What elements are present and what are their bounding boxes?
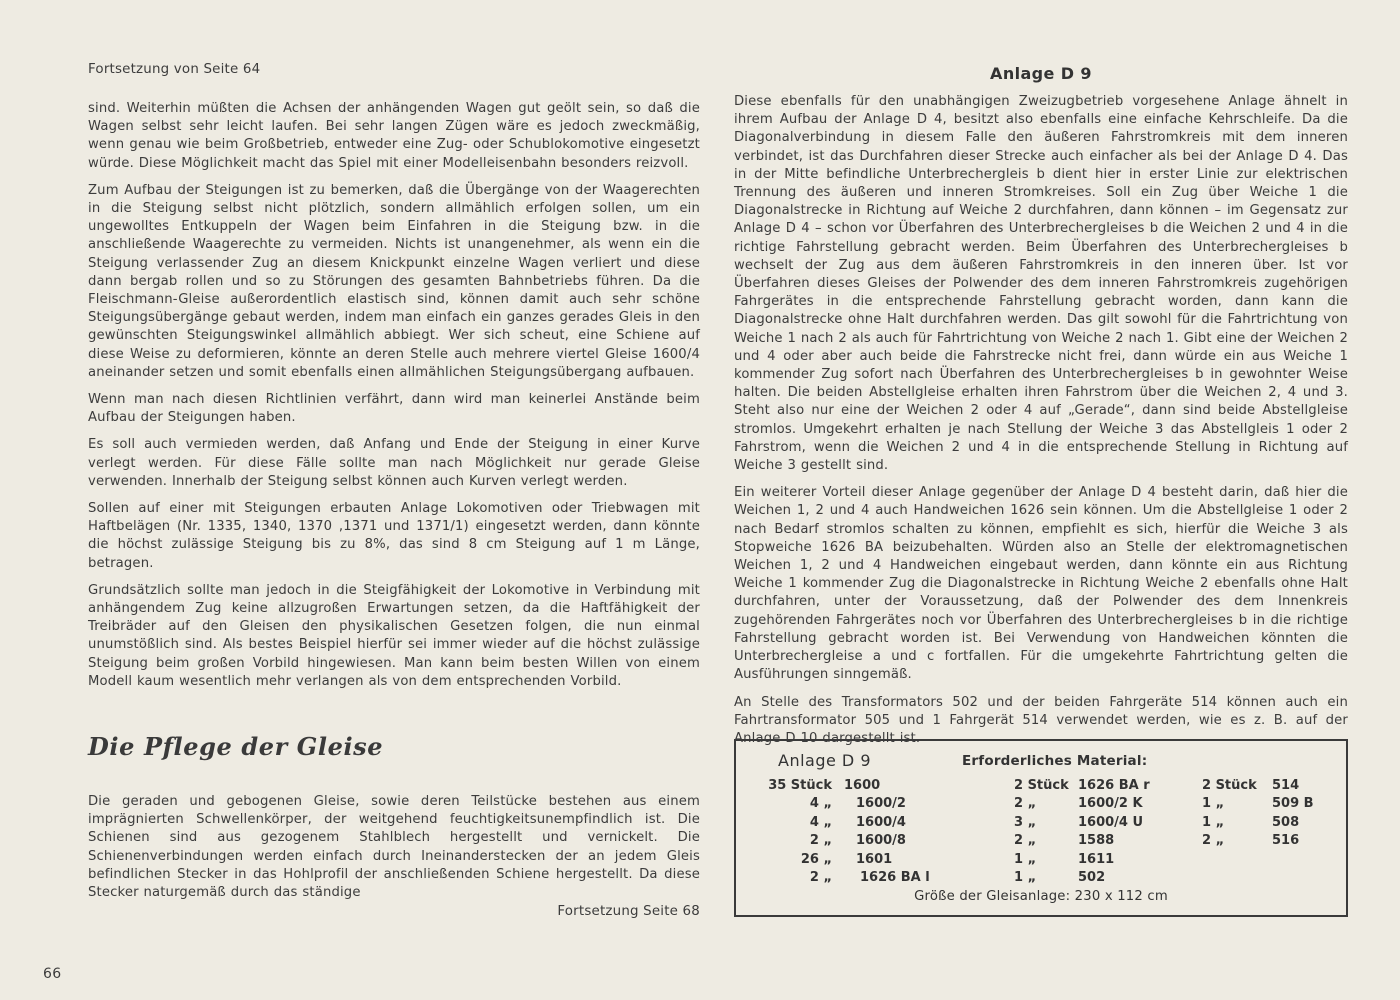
material-part: 1601: [856, 852, 893, 867]
material-part: 508: [1272, 815, 1300, 830]
material-count: 26 „: [800, 852, 832, 867]
section-body: [88, 793, 700, 911]
material-part: 1626 BA l: [860, 870, 930, 885]
material-row: [966, 796, 1186, 814]
material-row: [1186, 815, 1336, 833]
continued-from-note: Fortsetzung von Seite 64: [88, 62, 261, 77]
material-part: 1611: [1078, 852, 1115, 867]
left-paragraph-4: Es soll auch vermieden werden, daß Anfang und Ende der Steigung in einer Kurve verlegt werden. Für diese Fälle sollte man nach Möglichkeit nur gerade Gleise verwenden. Innerhalb der Steigung selbst können auch Kurven verlegt werden.: [88, 437, 700, 489]
layout-title: Anlage D 9: [990, 64, 1092, 83]
material-count: 1 „: [1202, 815, 1225, 830]
material-part: 1600/2: [856, 796, 906, 811]
page-number: 66: [43, 966, 62, 982]
material-row: [1186, 796, 1336, 814]
material-part: 1626 BA r: [1078, 778, 1150, 793]
material-count: 2 „: [809, 833, 832, 848]
right-paragraph-2: Ein weiterer Vorteil dieser Anlage gegenüber der Anlage D 4 besteht darin, daß hier die Weichen 1, 2 und 4 auch Handweichen 1626 sein können. Um die Abstellgleise 1 oder 2 nach Bedarf stromlos schalten zu können, empfiehlt es sich, hierfür die Weiche 3 als Stopweiche 1626 BA beizubehalten. Würden also an Stelle der elektromagnetischen Weichen 1, 2 und 4 Handweichen eingebaut werden, dann könnte ein aus Richtung Weiche 1 kommender Zug die Diagonalstrecke in Richtung Weiche 2 ebenfalls ohne Halt durchfahren, unter der Voraussetzung, daß der Polwender des dem Innenkreis zugehörenden Fahrgerätes noch vor Überfahren des Unterbrechergleises b in die richtige Fahrstellung gebracht worden ist. Bei Verwendung von Handweichen könnten die Unterbrechergleise a und c fortfallen. Für die umgekehrte Fahrtrichtung gelten die Ausführungen sinngemäß.: [734, 485, 1348, 683]
material-row: [736, 815, 936, 833]
material-box-subtitle: Erforderliches Material:: [962, 753, 1148, 769]
material-count: 2 „: [1014, 796, 1037, 811]
material-box-title: Anlage D 9: [778, 751, 872, 770]
material-row: [736, 796, 936, 814]
material-count: 2 Stück: [1202, 778, 1257, 793]
left-paragraph-3: Wenn man nach diesen Richtlinien verfährt, dann wird man keinerlei Anstände beim Aufbau der Steigungen haben.: [88, 392, 700, 426]
material-part: 1600/4: [856, 815, 906, 830]
material-row: [1186, 778, 1336, 796]
material-part: 502: [1078, 870, 1106, 885]
continued-to-note: Fortsetzung Seite 68: [557, 904, 700, 919]
material-part: 514: [1272, 778, 1300, 793]
material-part: 516: [1272, 833, 1300, 848]
material-row: [736, 833, 936, 851]
material-count: 2 „: [1202, 833, 1225, 848]
section-heading: Die Pflege der Gleise: [88, 732, 384, 761]
left-column: [88, 62, 700, 700]
material-count: 1 „: [1014, 870, 1037, 885]
material-count: 3 „: [1014, 815, 1037, 830]
left-paragraph-2: Zum Aufbau der Steigungen ist zu bemerken, daß die Übergänge von der Waagerechten in die Steigung selbst nicht plötzlich, sondern allmählich erfolgen sollen, um ein ungewolltes Entkuppeln der Wagen beim Einfahren in die Steigung bzw. in die anschließende Waagerechte zu vermeiden. Nichts ist unangenehmer, als wenn ein die Steigung verlassender Zug an diesem Knickpunkt einzelne Wagen verliert und diese dann bergab rollen und so zu Störungen des gesamten Bahnbetriebs führen. Da die Fleischmann-Gleise außerordentlich elastisch sind, können damit auch sehr schöne Steigungsübergänge gebaut werden, indem man einfach ein ganzes gerades Gleis in den gewünschten Steigungswinkel allmählich abbiegt. Wer sich scheut, eine Schiene auf diese Weise zu deformieren, könnte an deren Stelle auch mehrere viertel Gleise 1600/4 aneinander setzen und somit ebenfalls einen allmählichen Steigungsübergang aufbauen.: [88, 182, 700, 380]
material-list-box: [734, 739, 1348, 917]
left-paragraph-1: sind. Weiterhin müßten die Achsen der anhängenden Wagen gut geölt sein, so daß die Wagen selbst sehr leicht laufen. Bei sehr langen Zügen wäre es jedoch zweckmäßig, wenn genau wie beim Großbetrieb, entweder eine Zug- oder Schublokomotive eingesetzt würde. Diese Möglichkeit macht das Spiel mit einer Modelleisenbahn besonders reizvoll.: [88, 101, 700, 171]
material-part: 509 B: [1272, 796, 1314, 811]
material-count: 2 Stück: [1014, 778, 1069, 793]
left-paragraph-5: Sollen auf einer mit Steigungen erbauten Anlage Lokomotiven oder Triebwagen mit Haftbelägen (Nr. 1335, 1340, 1370 ,1371 und 1371/1) eingesetzt werden, dann könnte die höchst zulässige Steigung bis zu 8%, das sind 8 cm Steigung auf 1 m Länge, betragen.: [88, 501, 700, 571]
material-row: [966, 815, 1186, 833]
material-count: 1 „: [1014, 852, 1037, 867]
material-part: 1600/4 U: [1078, 815, 1144, 830]
material-part: 1588: [1078, 833, 1115, 848]
track-layout-size: Größe der Gleisanlage: 230 x 112 cm: [914, 889, 1168, 904]
right-paragraph-1: Diese ebenfalls für den unabhängigen Zweizugbetrieb vorgesehene Anlage ähnelt in ihrem Aufbau der Anlage D 4, besitzt also ebenfalls eine einfache Kehrschleife. Da die Diagonalverbindung in diesem Falle den äußeren Fahrstromkreis mit dem inneren verbindet, ist das Durchfahren dieser Strecke auch einfacher als bei der Anlage D 4. Das in der Mitte befindliche Unterbrechergleis b dient hier in erster Linie zur elektrischen Trennung des äußeren und inneren Stromkreises. Soll ein Zug über Weiche 1 die Diagonalstrecke in Richtung auf Weiche 2 durchfahren, dann können – im Gegensatz zur Anlage D 4 – schon vor Überfahren des Unterbrechergleises b die Weichen 2 und 4 in die richtige Fahrstellung gebracht werden. Beim Überfahren des Unterbrechergleises b wechselt der Zug aus dem äußeren Fahrstromkreis in den inneren über. Ist vor Überfahren dieses Gleises der Polwender des dem inneren Fahrstromkreis zugehörigen Fahrgerätes in die entsprechende Fahrstellung gebracht worden, dann kann die Diagonalstrecke ohne Halt durchfahren werden. Das gilt sowohl für die Fahrtrichtung von Weiche 1 nach 2 als auch für Fahrtrichtung von Weiche 2 nach 1. Gibt eine der Weichen 2 und 4 oder aber auch beide die Fahrstrecke nicht frei, dann würde ein aus Weiche 1 kommender Zug sofort nach Überfahren des Unterbrechergleises b in gewohnter Weise halten. Die beiden Abstellgleise erhalten ihren Fahrstrom über die Weichen 2, 4 und 3. Steht also nur eine der Weichen 2 oder 4 auf „Gerade“, dann sind beide Abstellgleise stromlos. Umgekehrt erhalten je nach Stellung der Weiche 3 das Abstellgleis 1 oder 2 Fahrstrom, wenn die Weichen 2 und 4 in die entsprechende Stellung in Richtung auf Weiche 3 gestellt sind.: [734, 94, 1348, 474]
material-row: [736, 870, 936, 888]
material-count: 4 „: [809, 796, 832, 811]
material-row: [966, 778, 1186, 796]
material-count: 35 Stück: [768, 778, 832, 793]
material-part: 1600/8: [856, 833, 906, 848]
material-part: 1600/2 K: [1078, 796, 1143, 811]
material-count: 2 „: [809, 870, 832, 885]
right-paragraph-3: An Stelle des Transformators 502 und der beiden Fahrgeräte 514 können auch ein Fahrtransformator 505 und 1 Fahrgerät 514 verwendet werden, wie es z. B. auf der Anlage D 10 dargestellt ist.: [734, 694, 1348, 746]
material-count: 1 „: [1202, 796, 1225, 811]
material-row: [736, 778, 936, 796]
right-column: [734, 62, 1348, 757]
material-part: 1600: [844, 778, 881, 793]
material-count: 4 „: [809, 815, 832, 830]
material-row: [966, 833, 1186, 851]
material-row: [1186, 833, 1336, 851]
left-paragraph-6: Grundsätzlich sollte man jedoch in die Steigfähigkeit der Lokomotive in Verbindung mit anhängendem Zug keine allzugroßen Erwartungen setzen, da die Haftfähigkeit der Treibräder auf den Gleisen den physikalischen Gesetzen folgen, die nun einmal unumstößlich sind. Als bestes Beispiel hierfür sei immer wieder auf die höchst zulässige Steigung beim großen Vorbild hingewiesen. Man kann beim besten Willen von einem Modell kaum wesentlich mehr verlangen als von dem entsprechenden Vorbild.: [88, 582, 700, 689]
material-row: [966, 870, 1186, 888]
material-count: 2 „: [1014, 833, 1037, 848]
material-row: [966, 852, 1186, 870]
material-row: [736, 852, 936, 870]
section-paragraph: Die geraden und gebogenen Gleise, sowie deren Teilstücke bestehen aus einem imprägnierten Schwellenkörper, der weitgehend feuchtigkeitsunempfindlich ist. Die Schienen sind aus gezogenem Stahlblech hergestellt und vernickelt. Die Schienenverbindungen werden einfach durch Ineinanderstecken der an jedem Gleis befindlichen Stecker in das Hohlprofil der anschließenden Schiene hergestellt. Da diese Stecker naturgemäß durch das ständige: [88, 794, 700, 901]
